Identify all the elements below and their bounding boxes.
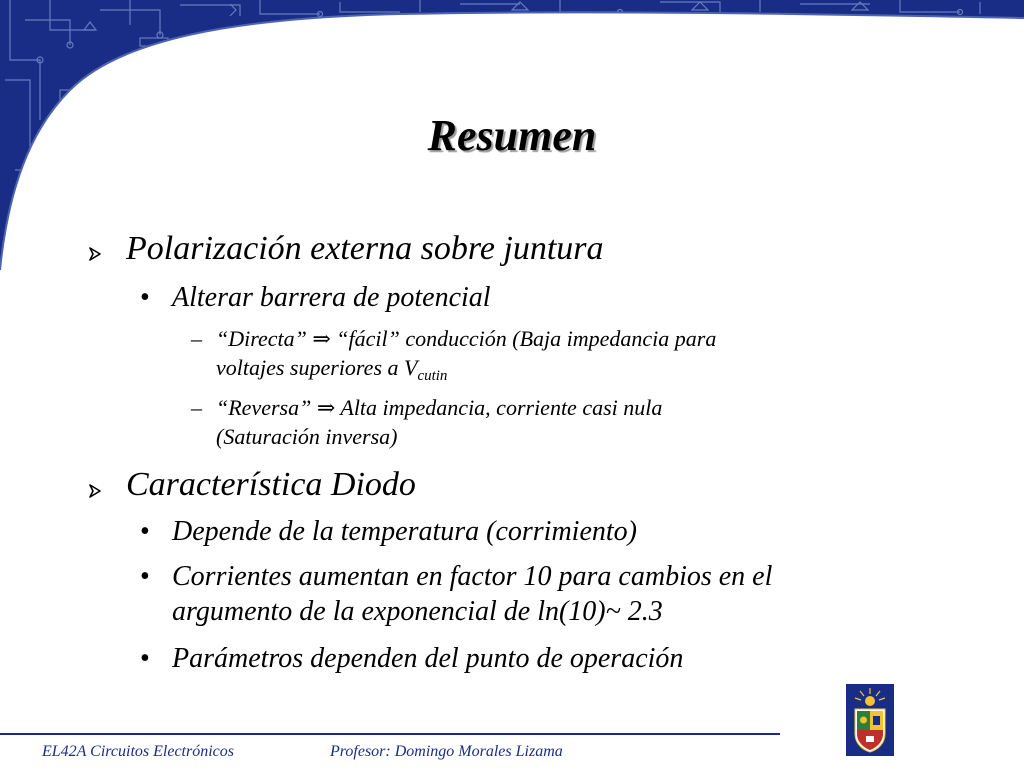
sub-sub-bullet-reversa (216, 394, 662, 422)
bullet-caracteristica-diodo: Característica Diodo (126, 466, 416, 503)
implies-arrow-icon: ⇒ (316, 395, 336, 420)
reversa-label: “Reversa” (216, 395, 312, 420)
directa-label: “Directa” (216, 326, 307, 351)
sub-bullet-corrientes: Corrientes aumentan en factor 10 para cambios en el (172, 561, 773, 592)
dash-marker: – (191, 395, 202, 420)
university-seal-icon (846, 684, 894, 756)
arrowhead-bullet-icon (88, 247, 102, 261)
bullet-dot: • (140, 282, 150, 313)
arrowhead-bullet-icon (88, 484, 102, 498)
sub-bullet-alterar-barrera: Alterar barrera de potencial (172, 282, 491, 313)
voltajes-text: voltajes superiores a V (216, 355, 418, 380)
sub-bullet-corrientes-line2: argumento de la exponencial de ln(10)~ 2.3 (172, 596, 663, 627)
directa-description: “fácil” conducción (Baja impedancia para (336, 326, 717, 351)
bullet-dot: • (140, 516, 150, 547)
bullet-dot: • (140, 643, 150, 674)
footer-divider (0, 733, 780, 735)
cutin-subscript: cutin (417, 368, 448, 384)
implies-arrow-icon: ⇒ (312, 326, 331, 351)
bullet-dot: • (140, 561, 150, 592)
footer-professor: Profesor: Domingo Morales Lizama (330, 743, 563, 760)
sub-sub-bullet-reversa-line2: (Saturación inversa) (216, 424, 398, 449)
sub-sub-bullet-directa (216, 325, 716, 353)
reversa-description: Alta impedancia, corriente casi nula (340, 395, 663, 420)
sub-bullet-parametros: Parámetros dependen del punto de operación (172, 643, 684, 674)
sub-sub-bullet-directa-line2 (216, 354, 447, 382)
footer-course: EL42A Circuitos Electrónicos (42, 743, 234, 760)
bullet-polarizacion: Polarización externa sobre juntura (126, 230, 604, 267)
slide-title: Resumen (427, 111, 597, 160)
sub-bullet-temperatura: Depende de la temperatura (corrimiento) (172, 516, 637, 547)
dash-marker: – (191, 326, 202, 351)
